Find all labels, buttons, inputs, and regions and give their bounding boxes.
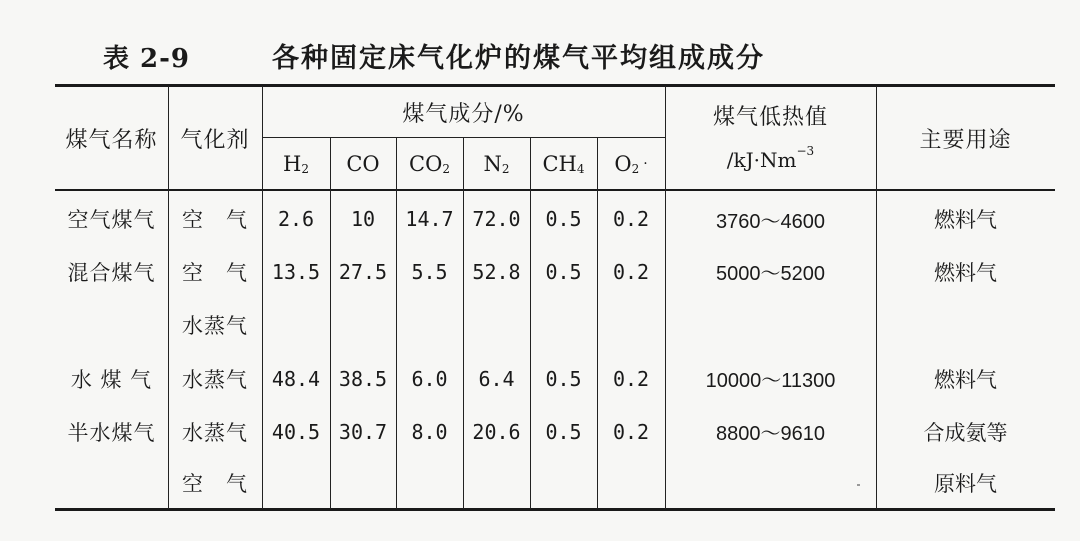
row-value-o2: 0.2 [612,259,650,284]
row-value-co: 38.5 [338,366,388,391]
row-heat-value: 10000～11300 [705,370,836,392]
row-heat-value: 5000～5200 [716,263,825,285]
row-value-ch4: 0.5 [545,419,582,444]
row-value-co: 10 [350,207,376,231]
row-usage: 燃料气 [934,260,997,285]
row-heat-value: 3760～4600 [716,210,825,233]
row-value-ch4: 0.5 [545,259,582,284]
header-heat-value: 煤气低热值 [712,104,828,130]
row-value-o2: 0.2 [612,419,650,444]
row-value-co2: 14.7 [405,207,454,231]
header-component-o2: O 2 · [614,151,648,176]
row-agent: 水蒸气 [182,367,248,392]
row-gas-name: 半水煤气 [67,420,156,445]
row-value-ch4: 0.5 [545,207,582,231]
header-component-ch4: CH 4 [542,151,585,176]
row-value-co: 30.7 [338,419,388,444]
header-heat-unit: /kJ·Nm −3 [726,144,815,172]
row-value-o2: 0.2 [612,207,650,231]
row-value-co: 27.5 [338,259,388,284]
header-component-h2: H 2 [283,151,309,176]
row-usage: 燃料气 [934,367,997,392]
row-value-h2: 13.5 [271,259,321,284]
row-gas-name: 混合煤气 [67,260,156,285]
header-agent: 气化剂 [180,127,250,153]
scan-speck [857,484,860,486]
row-gas-name: 空气煤气 [67,208,156,232]
row-value-co2: 5.5 [411,259,448,284]
bottom-rule [55,508,1055,511]
header-component-co: CO [346,151,380,176]
row-value-h2: 40.5 [271,419,321,444]
row-value-ch4: 0.5 [545,366,582,391]
row-gas-name: 水 煤 气 [70,367,153,392]
header-rule [55,189,1055,191]
header-composition: 煤气成分/% [402,101,525,127]
row-agent: 水蒸气 [182,314,248,338]
table-title: 各种固定床气化炉的煤气平均组成成分 [272,43,765,74]
row-value-o2: 0.2 [612,366,650,391]
row-agent: 水蒸气 [182,420,248,445]
row-value-co2: 8.0 [411,419,448,444]
header-component-co2: CO 2 [409,151,450,176]
row-agent: 空 气 [182,472,248,496]
row-value-h2: 2.6 [277,207,315,231]
row-usage: 合成氨等 [923,420,1008,445]
header-gas-name: 煤气名称 [65,127,158,153]
row-heat-value: 8800～9610 [716,423,825,445]
row-value-n2: 6.4 [478,366,515,391]
row-agent: 空 气 [182,260,248,285]
row-agent: 空 气 [182,208,248,232]
row-usage: 原料气 [934,472,997,496]
row-usage: 燃料气 [934,208,997,232]
row-value-n2: 72.0 [472,207,521,231]
table-number: 表 2-9 [103,44,191,74]
row-value-h2: 48.4 [271,366,321,391]
header-component-n2: N 2 [483,151,510,176]
row-value-n2: 20.6 [472,419,521,444]
row-value-n2: 52.8 [472,259,521,284]
row-value-co2: 6.0 [411,366,448,391]
header-usage: 主要用途 [919,127,1012,153]
